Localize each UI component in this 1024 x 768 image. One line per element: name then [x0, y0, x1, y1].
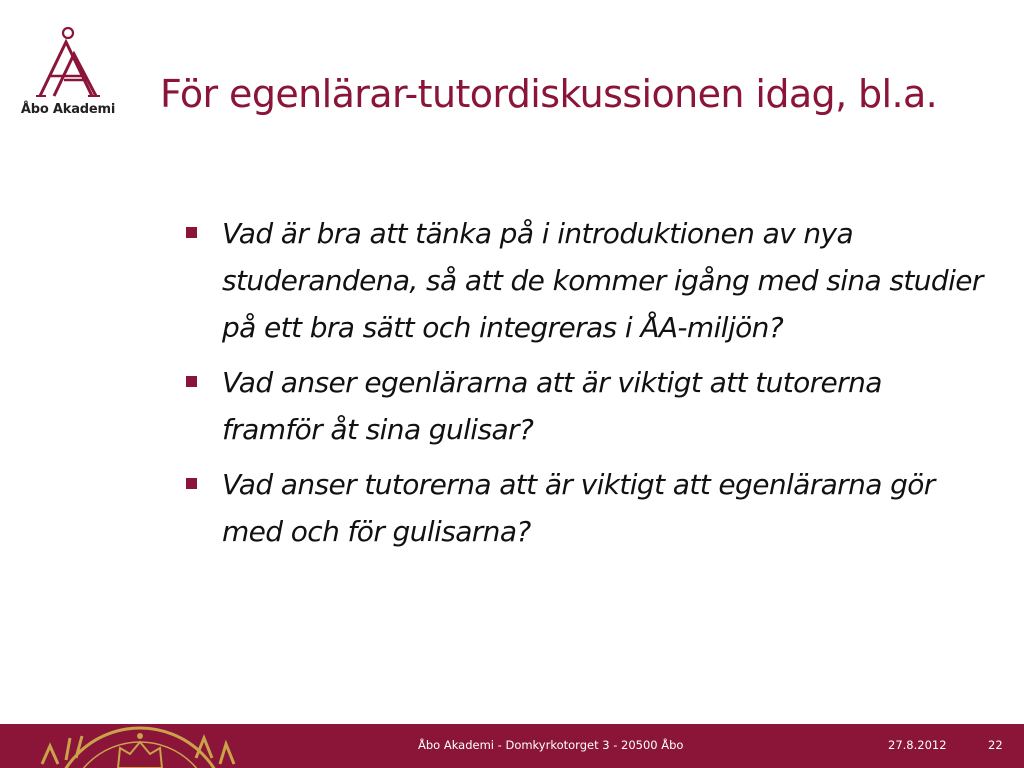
footer-date: 27.8.2012 — [888, 738, 947, 752]
abo-akademi-logo — [18, 24, 118, 124]
bullet-item — [184, 461, 984, 555]
abo-akademi-logo-icon — [18, 24, 118, 104]
bullet-item — [184, 210, 984, 351]
footer-address: Åbo Akademi - Domkyrkotorget 3 - 20500 Åbo — [418, 738, 684, 752]
square-bullet-icon — [186, 376, 197, 387]
footer-bar — [0, 724, 1024, 768]
slide-title: För egenlärar-tutordiskussionen idag, bl.a. — [160, 72, 938, 116]
footer-page-number: 22 — [988, 738, 1003, 752]
bullet-text: Vad är bra att tänka på i introduktionen av nya studerandena, så att de kommer igång med sina studier på ett bra sätt och integreras i ÅA-miljön? — [222, 217, 983, 344]
bullet-list — [184, 210, 984, 563]
bullet-text: Vad anser tutorerna att är viktigt att egenlärarna gör med och för gulisarna? — [222, 468, 935, 548]
square-bullet-icon — [186, 478, 197, 489]
square-bullet-icon — [186, 227, 197, 238]
logo-wordmark: Åbo Akademi — [20, 102, 116, 117]
bullet-text: Vad anser egenlärarna att är viktigt att tutorerna framför åt sina gulisar? — [222, 366, 882, 446]
university-seal-icon — [20, 724, 260, 768]
bullet-item — [184, 359, 984, 453]
